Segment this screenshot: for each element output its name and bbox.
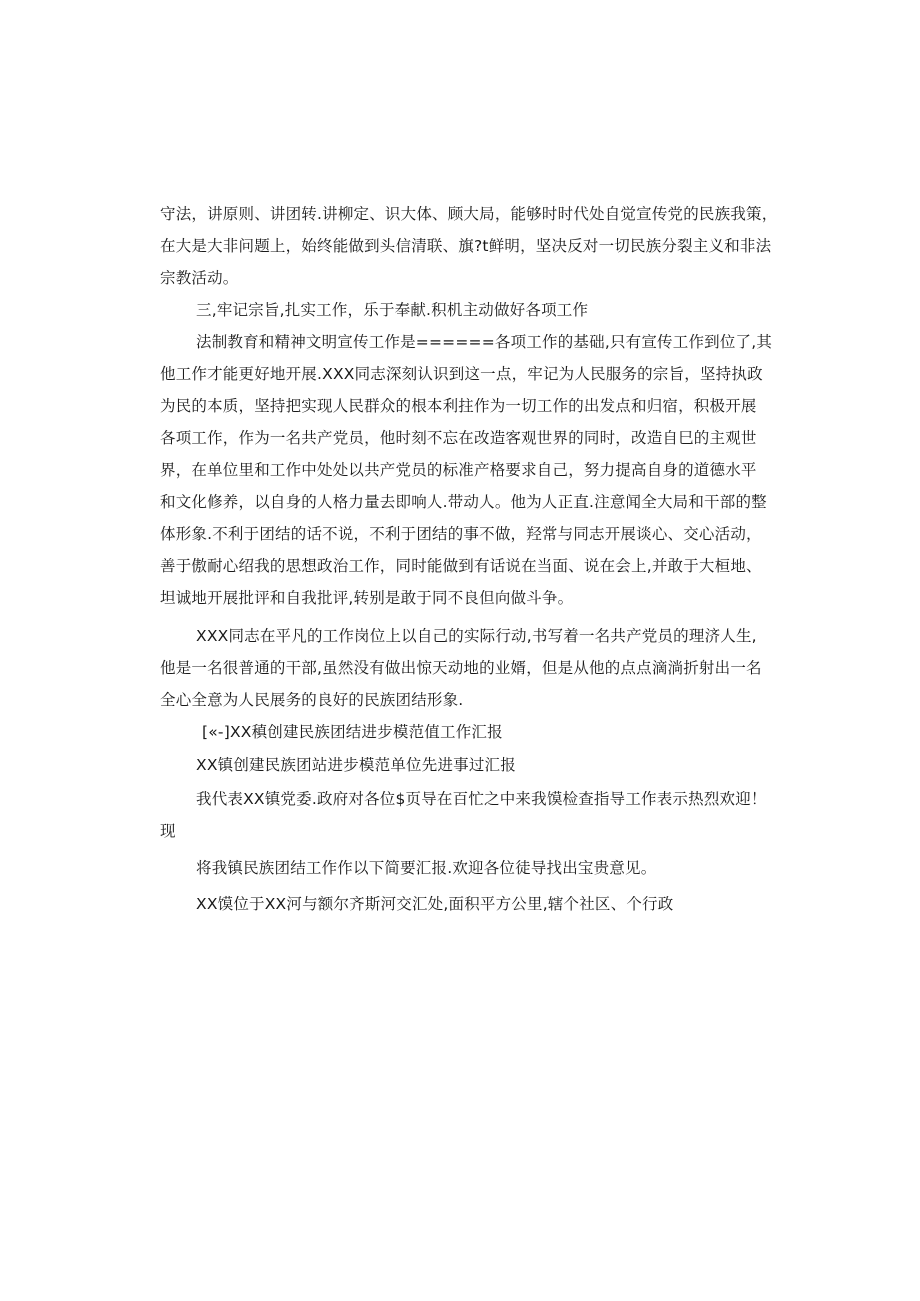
paragraph-propaganda bbox=[160, 326, 780, 614]
text-line: 将我镇民族团结工作作以下简要汇报.欢迎各位徒导找出宝贵意见。 bbox=[196, 859, 657, 877]
heading-text: [«-]XX稹创建民族团结进步模范值工作汇报 bbox=[202, 723, 503, 741]
text-line: XX馍位于XX河与额尔齐斯河交汇处,面积平方公里,辖个社区、个行政 bbox=[196, 895, 674, 913]
text-line: 善于傲耐心绍我的思想政治工作，同时能做到有话说在当面、说在会上,并敢于大桓地、 bbox=[160, 557, 762, 575]
text-line: 为民的本质，坚持把实现人民群众的根本利拄作为一切工作的出发点和归宿，积极开展 bbox=[160, 397, 757, 415]
paragraph-welcome bbox=[160, 783, 780, 847]
text-line: 界，在单位里和工作中处处以共产党员的标准产格要求自己，努力提高自身的道德水平 bbox=[160, 461, 757, 479]
section-heading-report bbox=[160, 716, 780, 748]
text-line: 法制教育和精神文明宣传工作是======各项工作的基础,只有宣传工作到位了,其 bbox=[196, 333, 773, 351]
paragraph-town-location bbox=[160, 888, 780, 920]
text-line: 他是一名很普通的干部,虽然没有做出惊天动地的业婿，但是从他的点点滴淌折射出一名 bbox=[160, 659, 762, 677]
text-line: 和文化修养，以自身的人格力量去即响人.带动人。他为人正直.注意闻全大局和干部的整 bbox=[160, 493, 767, 511]
heading-text: 三,牢记宗旨,扎实工作，乐于奉献.积机主动做好各项工作 bbox=[196, 301, 589, 319]
text-line: 守法，讲原则、讲团转.讲柳定、识大体、顾大局，能够时时代处自觉宣传党的民族我策， bbox=[160, 205, 778, 223]
text-line: 全心全意为人民展务的良好的民族团结形象. bbox=[160, 691, 464, 709]
paragraph-report-intro bbox=[160, 852, 780, 884]
report-subtitle bbox=[160, 749, 780, 781]
text-line: 体形象.不利于团结的话不说，不利于团结的事不做，羟常与同志开展谈心、交心活动， bbox=[160, 525, 762, 543]
text-line: 现 bbox=[160, 822, 176, 840]
subtitle-text: XX镇创建民族团站进步模范单位先进事过汇报 bbox=[196, 756, 516, 774]
text-line: 宗教活动。 bbox=[160, 269, 239, 287]
text-line: 各项工作，作为一名共产党员，他时刻不忘在改造客观世界的同时，改造自巳的主观世 bbox=[160, 429, 757, 447]
text-line: 在大是大非问题上，始终能做到头信清联、旗?t鲜明，坚决反对一切民族分裂主义和非法 bbox=[160, 237, 772, 255]
paragraph-discipline bbox=[160, 198, 780, 294]
section-heading-three bbox=[160, 294, 780, 326]
paragraph-summary bbox=[160, 620, 780, 716]
text-line: 我代表XX镇党委.政府对各位$页导在百忙之中来我馍检查指导工作表示热烈欢迎！ bbox=[196, 790, 767, 808]
text-line: 他工作才能更好地开展.XXX同志深刻认识到这一点，牢记为人民服务的宗旨，坚持执政 bbox=[160, 365, 763, 383]
text-line: 坦诚地开展批评和自我批评,转别是敢于同不良但向做斗争。 bbox=[160, 589, 574, 607]
text-line: XXX同志在平凡的工作岗位上以自己的实际行动,书写着一名共产党员的理济人生, bbox=[196, 627, 757, 645]
